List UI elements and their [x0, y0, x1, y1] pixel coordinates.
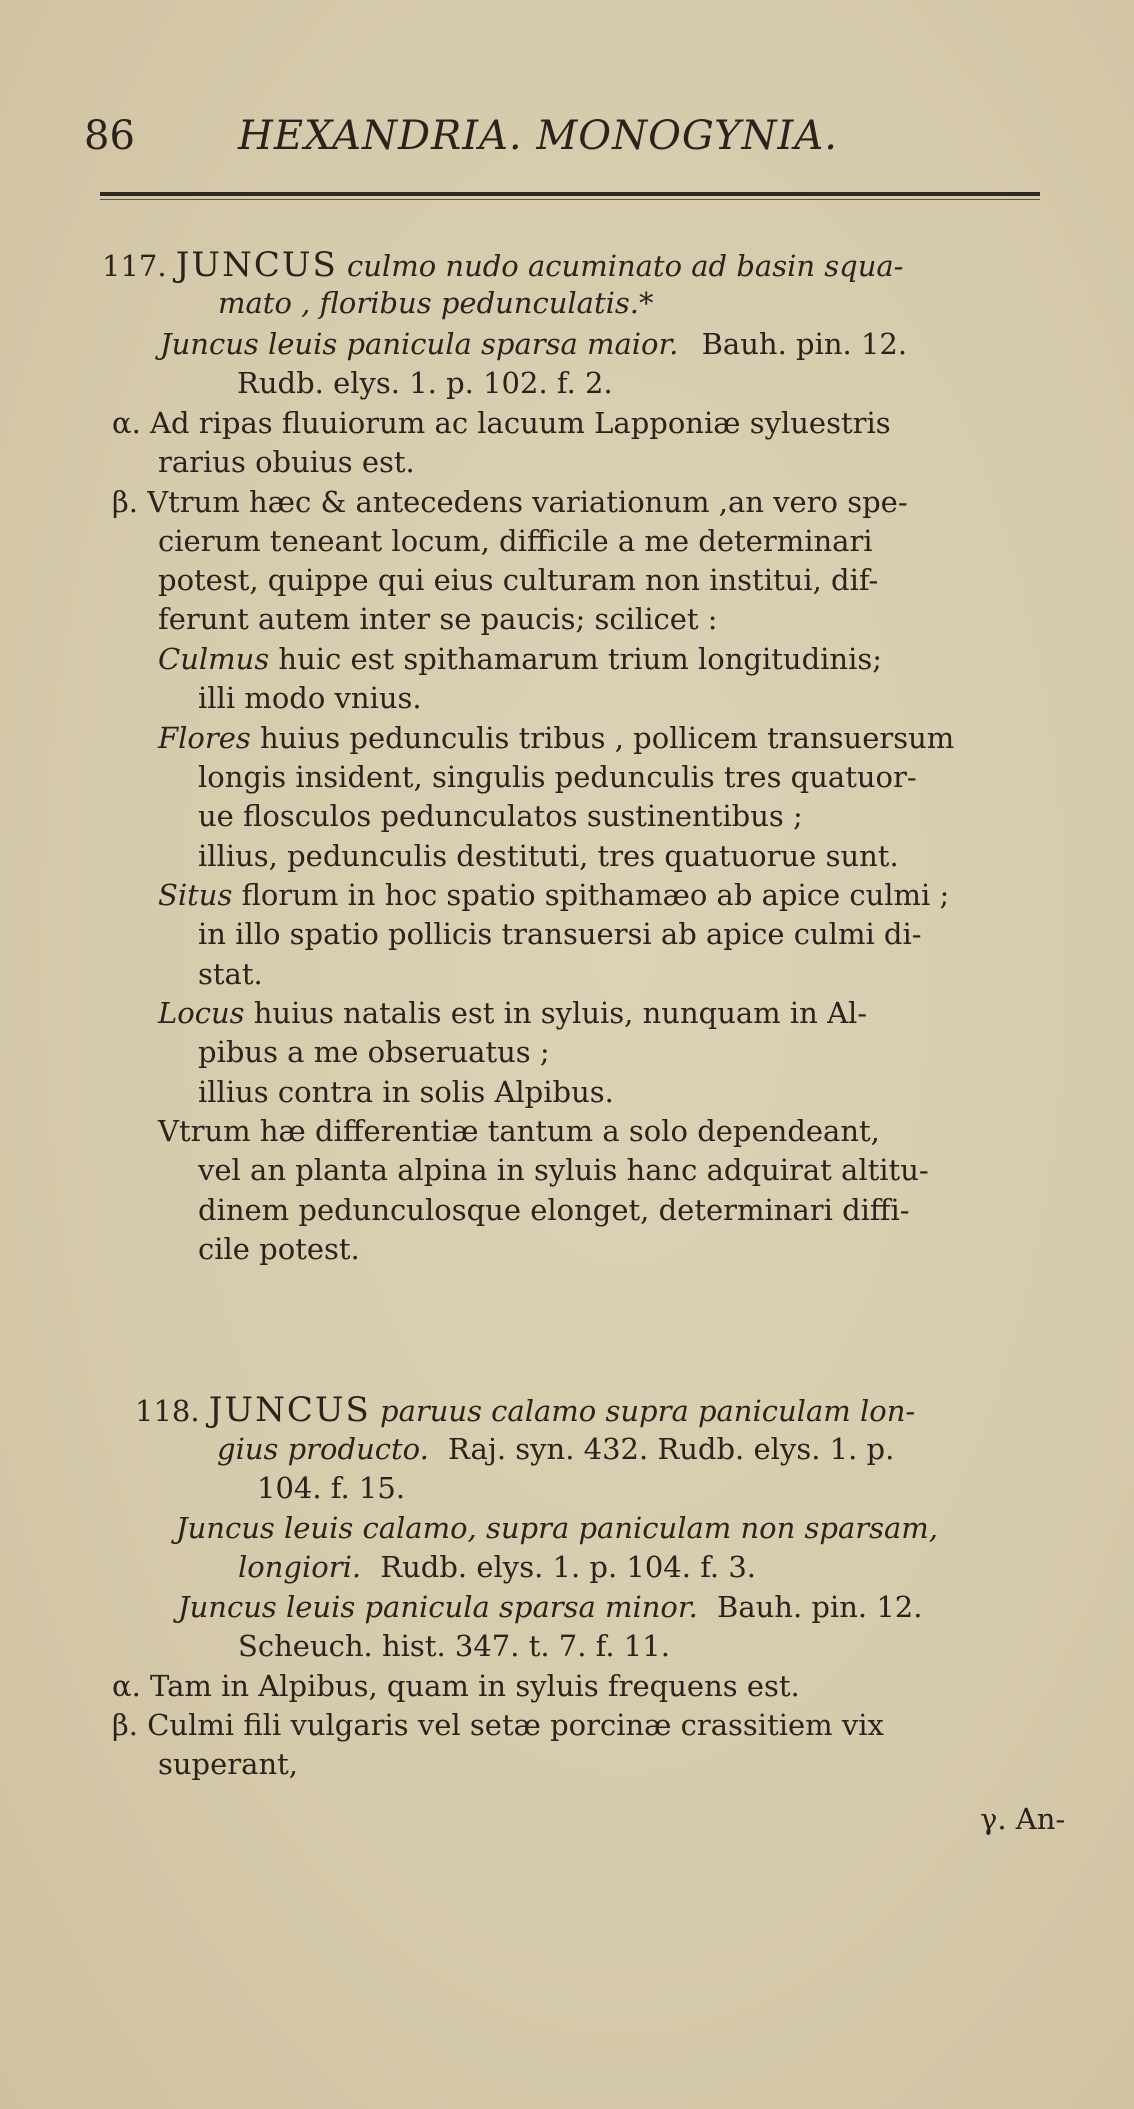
synonym-name: Juncus leuis panicula sparsa minor.: [178, 1590, 698, 1624]
paragraph-line: cile potest.: [198, 1232, 360, 1266]
comparison-text: huius natalis est in syluis, nunquam in Al-: [253, 996, 868, 1030]
synonym-name: Juncus leuis panicula sparsa maior.: [160, 327, 679, 361]
genus-name: JUNCUS: [175, 245, 338, 285]
synonym-line: [178, 1588, 922, 1626]
header-rule: [100, 192, 1040, 196]
paragraph-line: α. Ad ripas fluuiorum ac lacuum Lapponiæ syluestris: [112, 406, 891, 440]
synonym-line: [176, 1509, 938, 1547]
paragraph-line: α. Tam in Alpibus, quam in syluis frequens est.: [112, 1669, 800, 1703]
paragraph-line: dinem pedunculosque elonget, determinari diffi-: [198, 1193, 910, 1227]
paragraph-line: stat.: [198, 957, 263, 991]
citation: Rudb. elys. 1. p. 102. f. 2.: [237, 366, 613, 400]
diagnosis-cont: gius producto.: [217, 1432, 429, 1466]
paragraph-line: β. Culmi fili vulgaris vel setæ porcinæ crassitiem vix: [112, 1708, 884, 1742]
paragraph-line: β. Vtrum hæc & antecedens variationum ,an vero spe-: [112, 485, 908, 519]
entry-118-heading: [135, 1391, 915, 1430]
paragraph-line: cierum teneant locum, difficile a me determinari: [158, 524, 873, 558]
paragraph-line: illius contra in solis Alpibus.: [198, 1075, 614, 1109]
citation: Raj. syn. 432. Rudb. elys. 1. p.: [448, 1432, 895, 1466]
citation: Bauh. pin. 12.: [717, 1590, 923, 1624]
catchword: γ. An-: [980, 1802, 1066, 1836]
synonym-line: [238, 1548, 756, 1586]
comparison-term: Culmus: [158, 642, 270, 676]
comparison-text: huic est spithamarum trium longitudinis;: [278, 642, 883, 676]
paragraph-line: illi modo vnius.: [198, 681, 422, 715]
comparison-line: [158, 876, 949, 914]
paragraph-line: ferunt autem inter se paucis; scilicet :: [158, 602, 718, 636]
citation: Rudb. elys. 1. p. 104. f. 3.: [380, 1550, 756, 1584]
citation: 104. f. 15.: [257, 1471, 406, 1505]
diagnosis-cont: mato , floribus pedunculatis.*: [218, 286, 654, 320]
comparison-line: [158, 719, 954, 757]
comparison-text: huius pedunculis tribus , pollicem transuersum: [259, 721, 955, 755]
diagnosis: culmo nudo acuminato ad basin squa-: [347, 249, 904, 283]
diagnosis: paruus calamo supra paniculam lon-: [380, 1394, 916, 1428]
synonym-name: longiori.: [238, 1550, 362, 1584]
entry-number: 117.: [102, 249, 167, 283]
comparison-term: Situs: [158, 878, 233, 912]
paragraph-line: Vtrum hæ differentiæ tantum a solo dependeant,: [158, 1114, 880, 1148]
paragraph-line: rarius obuius est.: [158, 445, 415, 479]
header-rule-thin: [100, 199, 1040, 200]
paragraph-line: ue flosculos pedunculatos sustinentibus ;: [198, 799, 803, 833]
entry-number: 118.: [135, 1394, 200, 1428]
paragraph-line: potest, quippe qui eius culturam non institui, dif-: [158, 563, 879, 597]
paragraph-line: pibus a me obseruatus ;: [198, 1035, 550, 1069]
synonym-line: [160, 325, 907, 363]
diagnosis-cont-line: [217, 1430, 894, 1468]
synonym-name: Juncus leuis calamo, supra paniculam non sparsam,: [176, 1511, 939, 1545]
paragraph-line: superant,: [158, 1747, 298, 1781]
page-number: 86: [84, 113, 135, 159]
running-title: HEXANDRIA. MONOGYNIA.: [238, 113, 838, 159]
paragraph-line: vel an planta alpina in syluis hanc adquirat altitu-: [198, 1153, 929, 1187]
paragraph-line: illius, pedunculis destituti, tres quatuorue sunt.: [198, 839, 899, 873]
comparison-term: Locus: [158, 996, 245, 1030]
paragraph-line: longis insident, singulis pedunculis tres quatuor-: [198, 760, 917, 794]
paragraph-line: in illo spatio pollicis transuersi ab apice culmi di-: [198, 917, 922, 951]
comparison-term: Flores: [158, 721, 251, 755]
comparison-line: [158, 994, 867, 1032]
entry-117-heading: [102, 246, 903, 285]
comparison-text: florum in hoc spatio spithamæo ab apice culmi ;: [241, 878, 950, 912]
citation: Scheuch. hist. 347. t. 7. f. 11.: [238, 1629, 670, 1663]
citation: Bauh. pin. 12.: [701, 327, 908, 361]
comparison-line: [158, 640, 882, 678]
genus-name: JUNCUS: [208, 1390, 371, 1430]
